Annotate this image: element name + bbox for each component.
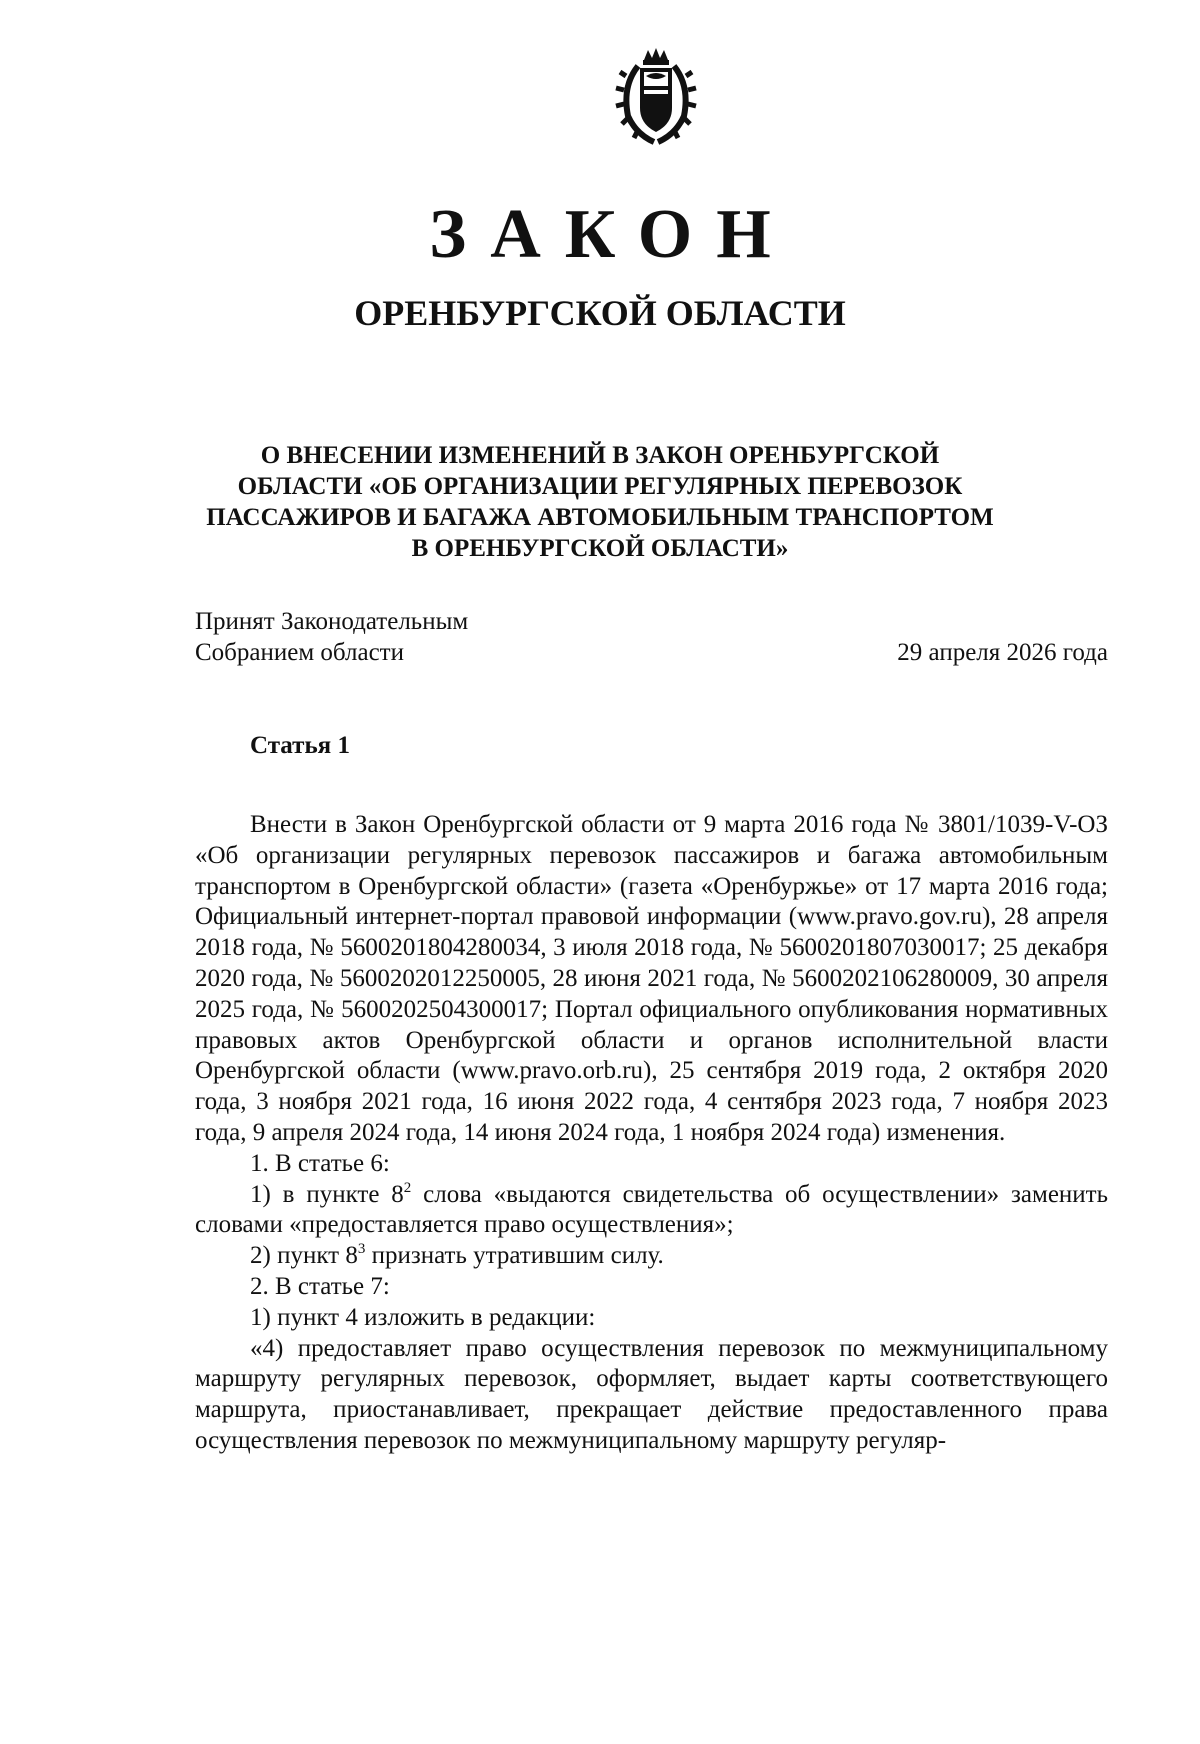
item-1-1-sup: 2 <box>403 1179 412 1196</box>
item-2-quote: «4) предоставляет право осуществления перевозок по межмуниципальному маршруту регулярных перевозок, оформляет, выдает карты соответствующего маршрута, приостанавливает, прекращает действие предоставленного права осуществления перевозок по межмуниципальному маршруту регуляр- <box>195 1334 1108 1454</box>
item-2: 2. В статье 7: <box>250 1272 390 1300</box>
adoption-info <box>195 606 468 668</box>
item-1-2-text-a: 2) пункт 8 <box>250 1242 358 1270</box>
item-1-1-text-a: 1) в пункте 8 <box>250 1180 404 1208</box>
adoption-date: 29 апреля 2026 года <box>897 639 1108 666</box>
article-heading: Статья 1 <box>250 732 350 759</box>
item-1-2-sup: 3 <box>357 1241 366 1258</box>
item-1-2-text-b: признать утратившим силу. <box>365 1242 664 1270</box>
coat-of-arms-icon <box>612 46 700 146</box>
region-title: ОРЕНБУРГСКОЙ ОБЛАСТИ <box>354 293 846 333</box>
law-subject: О ВНЕСЕНИИ ИЗМЕНЕНИЙ В ЗАКОН ОРЕНБУРГСКОЙ ОБЛАСТИ «ОБ ОРГАНИЗАЦИИ РЕГУЛЯРНЫХ ПЕРЕВОЗОК ПАССАЖИРОВ И БАГАЖА АВТОМОБИЛЬНЫМ ТРАНСПОРТОМ В ОРЕНБУРГСКОЙ ОБЛАСТИ» <box>206 442 994 562</box>
article-body <box>195 810 1108 1457</box>
item-1: 1. В статье 6: <box>250 1149 390 1177</box>
item-1-2 <box>195 1241 1108 1272</box>
item-1-1-text-b: слова «выдаются свидетельства об осуществлении» заменить словами «предоставляется право осуществления»; <box>195 1180 1108 1239</box>
adoption-line-2: Собранием области <box>195 639 404 666</box>
item-1-1 <box>195 1180 1108 1242</box>
article-intro: Внести в Закон Оренбургской области от 9 марта 2016 года № 3801/1039-V-ОЗ «Об организации регулярных перевозок пассажиров и багажа автомобильным транспортом в Оренбургской области» (газета «Оренбуржье» от 17 марта 2016 года; Официальный интернет-портал правовой информации (www.pravo.gov.ru), 28 апреля 2018 года, № 5600201804280034, 3 июля 2018 года, № 5600201807030017; 25 декабря 2020 года, № 5600202012250005, 28 июня 2021 года, № 5600202106280009, 30 апреля 2025 года, № 5600202504300017; Портал официального опубликования нормативных правовых актов Оренбургской области и органов исполнительной власти Оренбургской области (www.pravo.orb.ru), 25 сентября 2019 года, 2 октября 2020 года, 3 ноября 2021 года, 16 июня 2022 года, 4 сентября 2023 года, 7 ноября 2023 года, 9 апреля 2024 года, 14 июня 2024 года, 1 ноября 2024 года) изменения. <box>195 811 1108 1146</box>
adoption-line-1: Принят Законодательным <box>195 608 469 635</box>
item-2-1: 1) пункт 4 изложить в редакции: <box>250 1303 596 1331</box>
law-title: ЗАКОН <box>429 196 795 273</box>
